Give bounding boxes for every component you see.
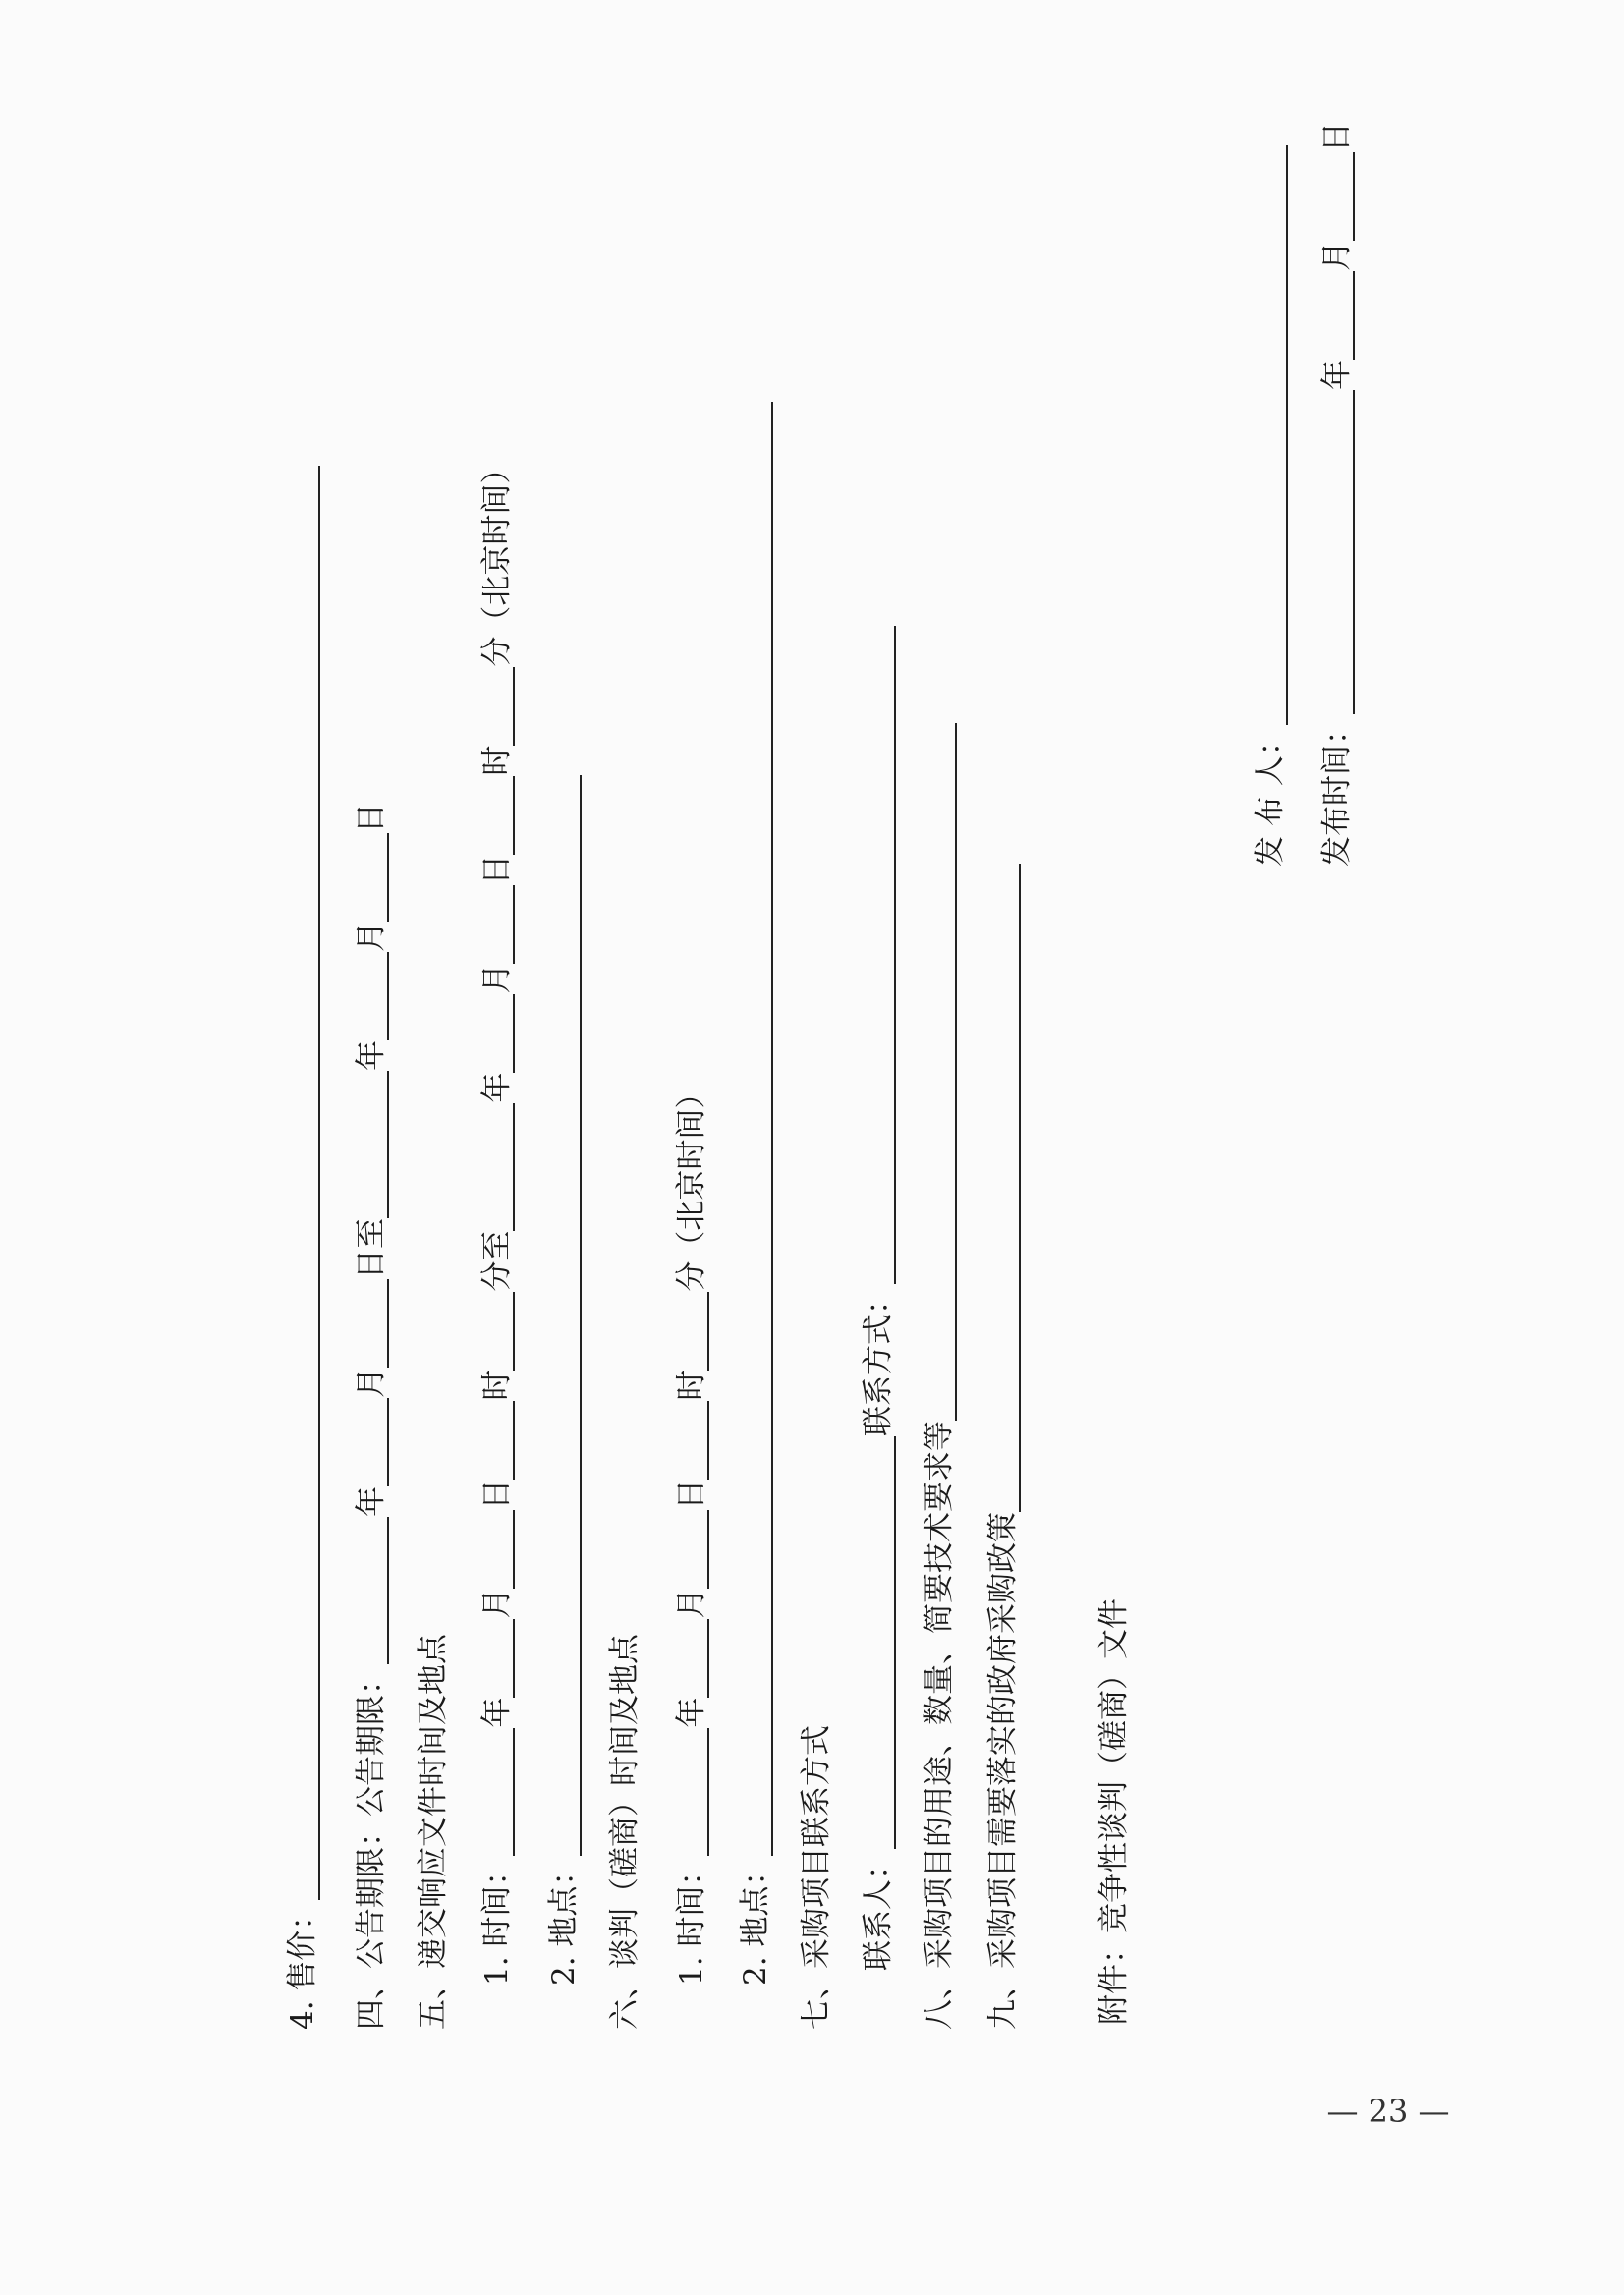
minute-text: 分 <box>674 1260 709 1292</box>
item-price-label: 4. 售价： <box>285 1899 320 2030</box>
section4-line <box>336 803 393 2030</box>
day-text: 日 <box>1319 122 1355 152</box>
place-label: 2. 地点： <box>546 1855 582 1986</box>
year-text: 年 <box>1319 360 1355 390</box>
month-text: 月 <box>354 1368 389 1398</box>
month-text: 月 <box>1319 241 1355 271</box>
attachment-line <box>1079 1598 1136 2025</box>
month-text: 月 <box>479 963 515 994</box>
day-text: 日 <box>354 1249 389 1279</box>
publish-time-label: 发布时间： <box>1319 714 1355 867</box>
place-label: 2. 地点： <box>738 1855 773 1986</box>
day-text: 日 <box>354 803 389 833</box>
section5-place-line <box>529 775 586 1986</box>
time-label: 1. 时间： <box>674 1855 709 1986</box>
beijing-time-text: （北京时间） <box>674 1078 709 1261</box>
to-text: 至 <box>354 1218 389 1249</box>
section6-title: 六、谈判（磋商）时间及地点 <box>607 1634 643 2030</box>
month-text: 月 <box>479 1588 515 1619</box>
hour-text: 时 <box>674 1370 709 1401</box>
publisher-line <box>1235 145 1292 867</box>
section5-heading <box>398 1634 455 2030</box>
item-price-line <box>267 466 324 2030</box>
hour-text: 时 <box>479 745 515 776</box>
day-text: 日 <box>674 1479 709 1510</box>
year-text: 年 <box>354 1040 389 1071</box>
section9-title: 九、采购项目需要落实的政府采购政策 <box>985 1512 1021 2030</box>
section8-title: 八、采购项目的用途、数量、简要技术要求等 <box>922 1421 957 2030</box>
section7-title: 七、采购项目联系方式 <box>799 1725 834 2030</box>
year-text: 年 <box>479 1072 515 1103</box>
section7-contact-line <box>843 626 900 1971</box>
year-text: 年 <box>354 1486 389 1517</box>
section6-heading <box>589 1634 646 2030</box>
section5-title: 五、递交响应文件时间及地点 <box>416 1634 451 2030</box>
beijing-time-text: （北京时间） <box>479 453 515 637</box>
section8-line <box>904 723 961 2030</box>
year-text: 年 <box>674 1697 709 1728</box>
minute-text: 分 <box>479 636 515 667</box>
hour-text: 时 <box>479 1370 515 1401</box>
day-text: 日 <box>479 1479 515 1510</box>
attachment-text: 附件：竞争性谈判（磋商）文件 <box>1096 1598 1132 2025</box>
minute-to-text: 分至 <box>479 1230 515 1292</box>
day-text: 日 <box>479 854 515 885</box>
section4-label: 四、公告期限：公告期限： <box>354 1664 389 2030</box>
page-number: — 23 — <box>1326 2093 1450 2130</box>
section6-time-line <box>656 1079 713 1986</box>
section5-time-line <box>462 454 519 1986</box>
blank <box>314 466 320 1900</box>
section7-heading <box>781 1725 838 2030</box>
section6-place-line <box>720 402 777 1986</box>
year-text: 年 <box>479 1697 515 1728</box>
contact-label: 联系人： <box>861 1849 896 1971</box>
publish-time-line <box>1302 122 1359 867</box>
time-label: 1. 时间： <box>479 1855 515 1986</box>
section9-line <box>968 864 1025 2030</box>
month-text: 月 <box>354 922 389 952</box>
month-text: 月 <box>674 1588 709 1619</box>
publisher-label: 发 布 人： <box>1253 725 1288 867</box>
contact-method-label: 联系方式： <box>861 1284 896 1436</box>
